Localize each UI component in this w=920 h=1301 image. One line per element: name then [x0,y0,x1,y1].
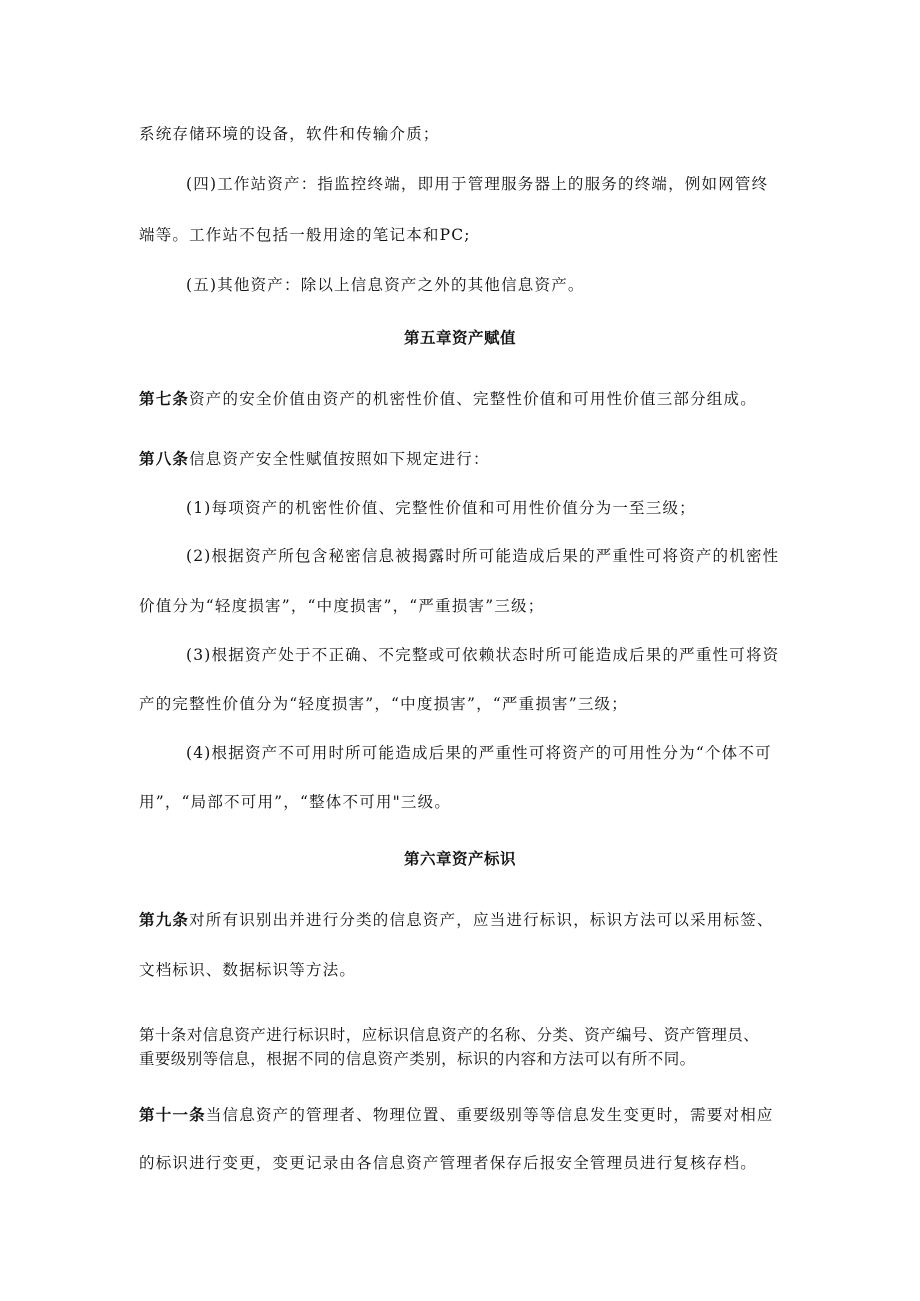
list-item: 价值分为“轻度损害”，“中度损害”，“严重损害”三级； [139,597,545,615]
list-item: (3)根据资产处于不正确、不完整或可依赖状态时所可能造成后果的严重性可将资 [186,646,780,664]
article-label: 第七条 [139,389,190,408]
article-10-line: 重要级别等信息，根据不同的信息资产类别，标识的内容和方法可以有所不同。 [139,1050,696,1068]
list-item: (2)根据资产所包含秘密信息被揭露时所可能造成后果的严重性可将资产的机密性 [186,547,780,565]
article-7 [139,389,757,409]
article-text: 当信息资产的管理者、物理位置、重要级别等等信息发生变更时，需要对相应 [205,1106,774,1124]
article-11 [139,1105,774,1125]
list-item: 用”，“局部不可用”，“整体不可用"三级。 [139,793,452,811]
article-label: 第九条 [139,910,190,929]
article-text: 资产的安全价值由资产的机密性价值、完整性价值和可用性价值三部分组成。 [189,390,757,408]
article-text: 对所有识别出并进行分类的信息资产，应当进行标识，标识方法可以采用标签、 [189,911,774,929]
text-line: (五)其他资产：除以上信息资产之外的其他信息资产。 [186,276,585,294]
article-text: 信息资产安全性赋值按照如下规定进行： [189,450,490,468]
text-line: 端等。工作站不包括一般用途的笔记本和PC; [139,226,471,244]
text-line: 文档标识、数据标识等方法。 [139,961,357,979]
text-line: (四)工作站资产：指监控终端，即用于管理服务器上的服务的终端，例如网管终 [186,175,769,193]
chapter-title: 第六章资产标识 [403,849,516,868]
text-line: 系统存储环境的设备，软件和传输介质； [139,125,440,143]
article-label: 第八条 [139,449,190,468]
list-item: 产的完整性价值分为“轻度损害”，“中度损害”，“严重损害”三级； [139,695,628,713]
list-item: (4)根据资产不可用时所可能造成后果的严重性可将资产的可用性分为“个体不可 [186,744,772,762]
chapter-title: 第五章资产赋值 [403,328,516,347]
list-item: (1)每项资产的机密性价值、完整性价值和可用性价值分为一至三级； [186,499,696,517]
article-8 [139,449,490,469]
article-10-line: 第十条对信息资产进行标识时，应标识信息资产的名称、分类、资产编号、资产管理员、 [139,1026,760,1044]
article-9 [139,910,774,930]
text-line: 的标识进行变更，变更记录由各信息资产管理者保存后报安全管理员进行复核存档。 [139,1154,757,1172]
article-label: 第十一条 [139,1105,206,1124]
